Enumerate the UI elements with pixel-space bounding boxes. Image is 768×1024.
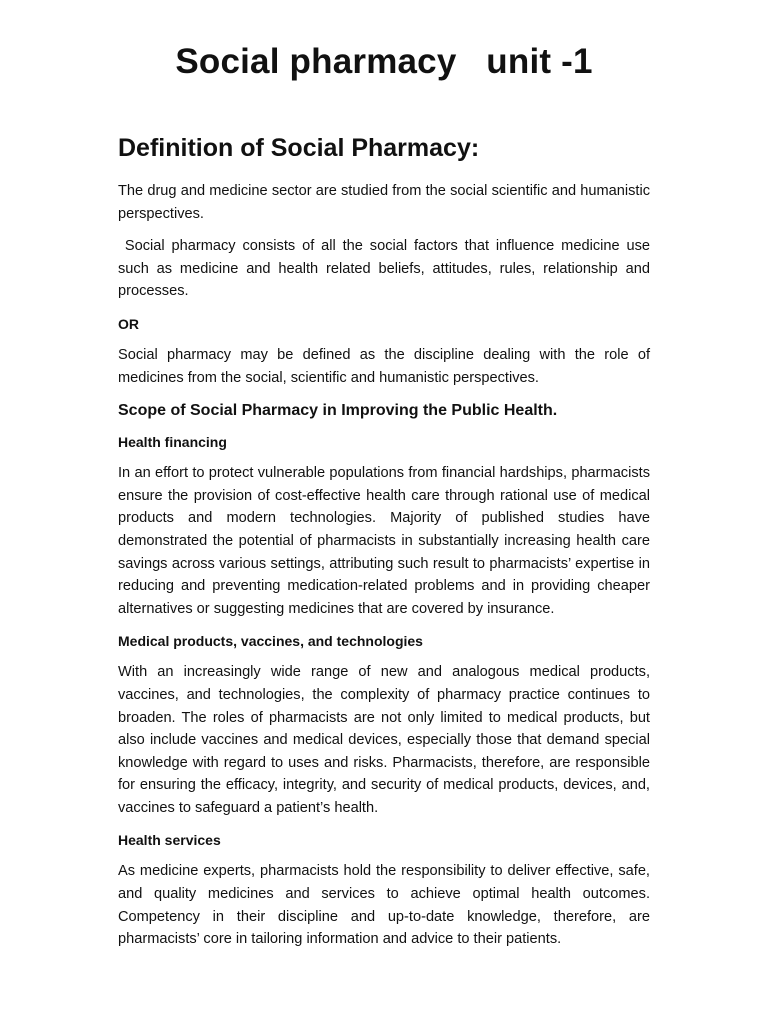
- document-body: [118, 128, 655, 961]
- health-services-paragraph: As medicine experts, pharmacists hold the responsibility to deliver effective, safe, and quality medicines and services to achieve optimal health outcomes. Competency in their discipline and up-to-date knowledge, therefore, are pharmacists’ core in tailoring information and advice to their patients.: [118, 863, 655, 948]
- scope-heading: Scope of Social Pharmacy in Improving the Public Health.: [118, 402, 558, 420]
- definition-paragraph-2: Social pharmacy consists of all the social factors that influence medicine use such as medicine and health related beliefs, attitudes, rules, relationship and processes.: [118, 238, 655, 300]
- health-services-heading: Health services: [118, 832, 221, 849]
- medical-products-heading: Medical products, vaccines, and technologies: [118, 633, 423, 650]
- health-financing-paragraph: In an effort to protect vulnerable populations from financial hardships, pharmacists ensure the provision of cost-effective health care through rational use of medical products and modern technologies. Majority of published studies have demonstrated the potential of pharmacists in substantially increasing health care savings across various settings, attributing such result to pharmacists’ expertise in reducing and preventing medication-related problems and in providing cheaper alternatives or suggesting medicines that are covered by insurance.: [118, 465, 655, 617]
- or-label: OR: [118, 315, 139, 332]
- medical-products-paragraph: With an increasingly wide range of new and analogous medical products, vaccines, and technologies, the complexity of pharmacy practice continues to broaden. The roles of pharmacists are not only limited to medical products, but also include vaccines and medical devices, especially those that demand special knowledge with regard to uses and risks. Pharmacists, therefore, are responsible for ensuring the efficacy, integrity, and security of medical products, devices, and, vaccines to safeguard a patient’s health.: [118, 664, 655, 816]
- page-title: Social pharmacy unit -1: [175, 42, 593, 81]
- health-financing-heading: Health financing: [118, 434, 227, 451]
- definition-paragraph-1: The drug and medicine sector are studied from the social scientific and humanistic perspectives.: [118, 183, 655, 222]
- definition-heading: Definition of Social Pharmacy:: [118, 134, 480, 162]
- definition-paragraph-3: Social pharmacy may be defined as the discipline dealing with the role of medicines from the social, scientific and humanistic perspectives.: [118, 346, 655, 386]
